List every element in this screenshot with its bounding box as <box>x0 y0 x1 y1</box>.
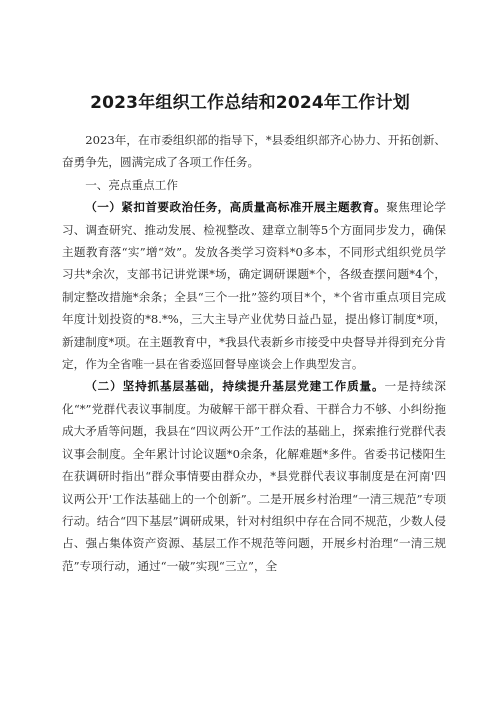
item-text-2: 一是持续深化“*”党群代表议事制度。为破解干部干群众看、干群合力不够、小纠纷拖成大矛盾等问题，我县在“四议两公开”工作法的基础上，探索推行党群代表议事会制度。全年累计讨论议题*0余条，化解难题*多件。省委书记楼阳生在获调研时指出“群众事情要由群众办，*县党群代表议事制度是在河南'四议两公开'工作法基础上的一个创新”。二是开展乡村治理“一清三规范”专项行动。结合“四下基层”调研成果，针对村组织中存在合同不规范，少数人侵占、强占集体资产资源、基层工作不规范等问题，开展乡村治理“一清三规范”专项行动，通过“一破”实现“三立”，全 <box>62 379 446 573</box>
item-paragraph-2 <box>62 375 446 577</box>
item-lead-2: （二）坚持抓基层基础，持续提升基层党建工作质量。 <box>85 379 385 394</box>
item-paragraph-1 <box>62 196 446 375</box>
item-lead-1: （一）紧扣首要政治任务，高质量高标准开展主题教育。 <box>85 200 387 215</box>
item-text-1: 聚焦理论学习、调查研究、推动发展、检视整改、建章立制等5个方面同步发力，确保主题教育落“实”增“效”。发放各类学习资料*0多本，不同形式组织党员学习共*余次，支部书记讲党课*场，确定调研课题*个，各级查摆问题*4个，制定整改措施*余条；全县“三个一批”签约项目*个，*个省市重点项目完成年度计划投资的*8.*%，三大主导产业优势日益凸显，提出修订制度*项，新建制度*项。在主题教育中，*我县代表新乡市接受中央督导并得到充分肯定，作为全省唯一县在省委巡回督导座谈会上作典型发言。 <box>62 200 446 372</box>
section-heading: 一、亮点重点工作 <box>85 177 178 192</box>
document-body <box>62 129 446 577</box>
intro-paragraph: 2023年，在市委组织部的指导下，*县委组织部齐心协力、开拓创新、奋勇争先，圆满完成了各项工作任务。 <box>62 133 446 170</box>
document-title: 2023年组织工作总结和2024年工作计划 <box>90 93 410 113</box>
